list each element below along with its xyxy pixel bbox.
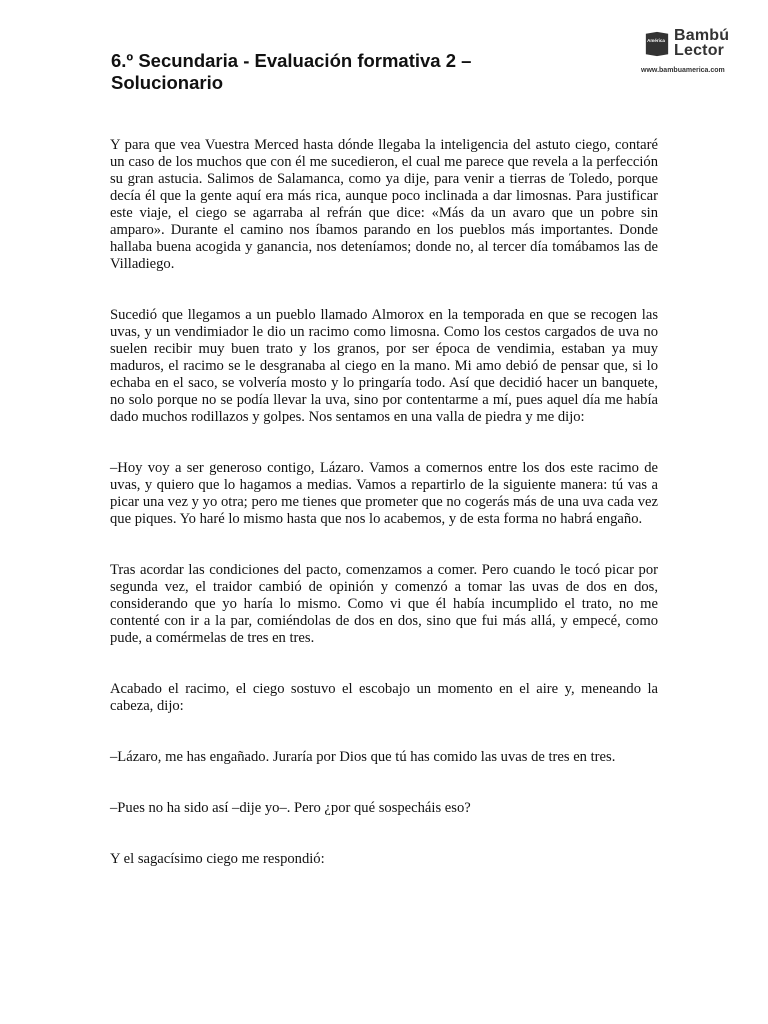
brand-url: www.bambuamerica.com — [641, 67, 725, 74]
logo-mark-text: América — [647, 38, 665, 43]
paragraph: Tras acordar las condiciones del pacto, comenzamos a comer. Pero cuando le tocó picar por segunda vez, el traidor cambió de opinión y comenzó a tomar las uvas de dos en dos, considerando que yo haría lo mismo. Como vi que él había incumplido el trato, no me contenté con ir a la par, comiéndolas de dos en dos, sino que fui más allá, y empecé, como pude, a comérmelas de tres en tres. — [110, 562, 658, 646]
document-body — [110, 137, 658, 902]
paragraph: Sucedió que llegamos a un pueblo llamado Almorox en la temporada en que se recogen las uvas, y un vendimiador le dio un racimo como limosna. Como los cestos cargados de uva no suelen recibir muy buen trato y los granos, por ser época de vendimia, estaban ya muy maduros, el racimo se le desgranaba al ciego en la mano. Mi amo debió de pensar que, si lo echaba en el saco, se volvería mosto y lo pringaría todo. Así que decidió hacer un banquete, no solo porque no se podía llevar la uva, sino por contentarme a mí, pues aquel día me había dado muchos rodillazos y golpes. Nos sentamos en una valla de piedra y me dijo: — [110, 307, 658, 425]
page-title: 6.º Secundaria - Evaluación formativa 2 – Solucionario — [111, 50, 472, 93]
paragraph: Y para que vea Vuestra Merced hasta dónde llegaba la inteligencia del astuto ciego, contaré un caso de los muchos que con él me sucedieron, el cual me parece que revela a la perfección su gran astucia. Salimos de Salamanca, como ya dije, para venir a tierras de Toledo, porque decía él que la gente aquí era más rica, aunque poco inclinada a dar limosnas. Para justificar este viaje, el ciego se agarraba al refrán que dice: «Más da un avaro que un pobre sin amparo». Durante el camino nos íbamos parando en los pueblos más importantes. Donde hallaba buena acogida y ganancia, nos deteníamos; donde no, al tercer día tomábamos las de Villadiego. — [110, 137, 658, 272]
brand-name-line2: Lector — [674, 42, 725, 59]
paragraph: Acabado el racimo, el ciego sostuvo el escobajo un momento en el aire y, meneando la cabeza, dijo: — [110, 681, 658, 714]
paragraph: –Pues no ha sido así –dije yo–. Pero ¿por qué sospecháis eso? — [110, 800, 471, 816]
paragraph: Y el sagacísimo ciego me respondió: — [110, 851, 325, 867]
bambu-lector-logo — [642, 27, 742, 77]
brand-name-line1: Bambú — [674, 27, 730, 44]
paragraph: –Lázaro, me has engañado. Juraría por Dios que tú has comido las uvas de tres en tres. — [110, 749, 616, 765]
paragraph: –Hoy voy a ser generoso contigo, Lázaro. Vamos a comernos entre los dos este racimo de uvas, y quiero que lo hagamos a medias. Vamos a repartirlo de la siguiente manera: tú vas a picar una vez y yo otra; pero me tienes que prometer que no cogerás más de una uva cada vez que piques. Yo haré lo mismo hasta que nos lo acabemos, y de esta forma no habrá engaño. — [110, 460, 658, 527]
